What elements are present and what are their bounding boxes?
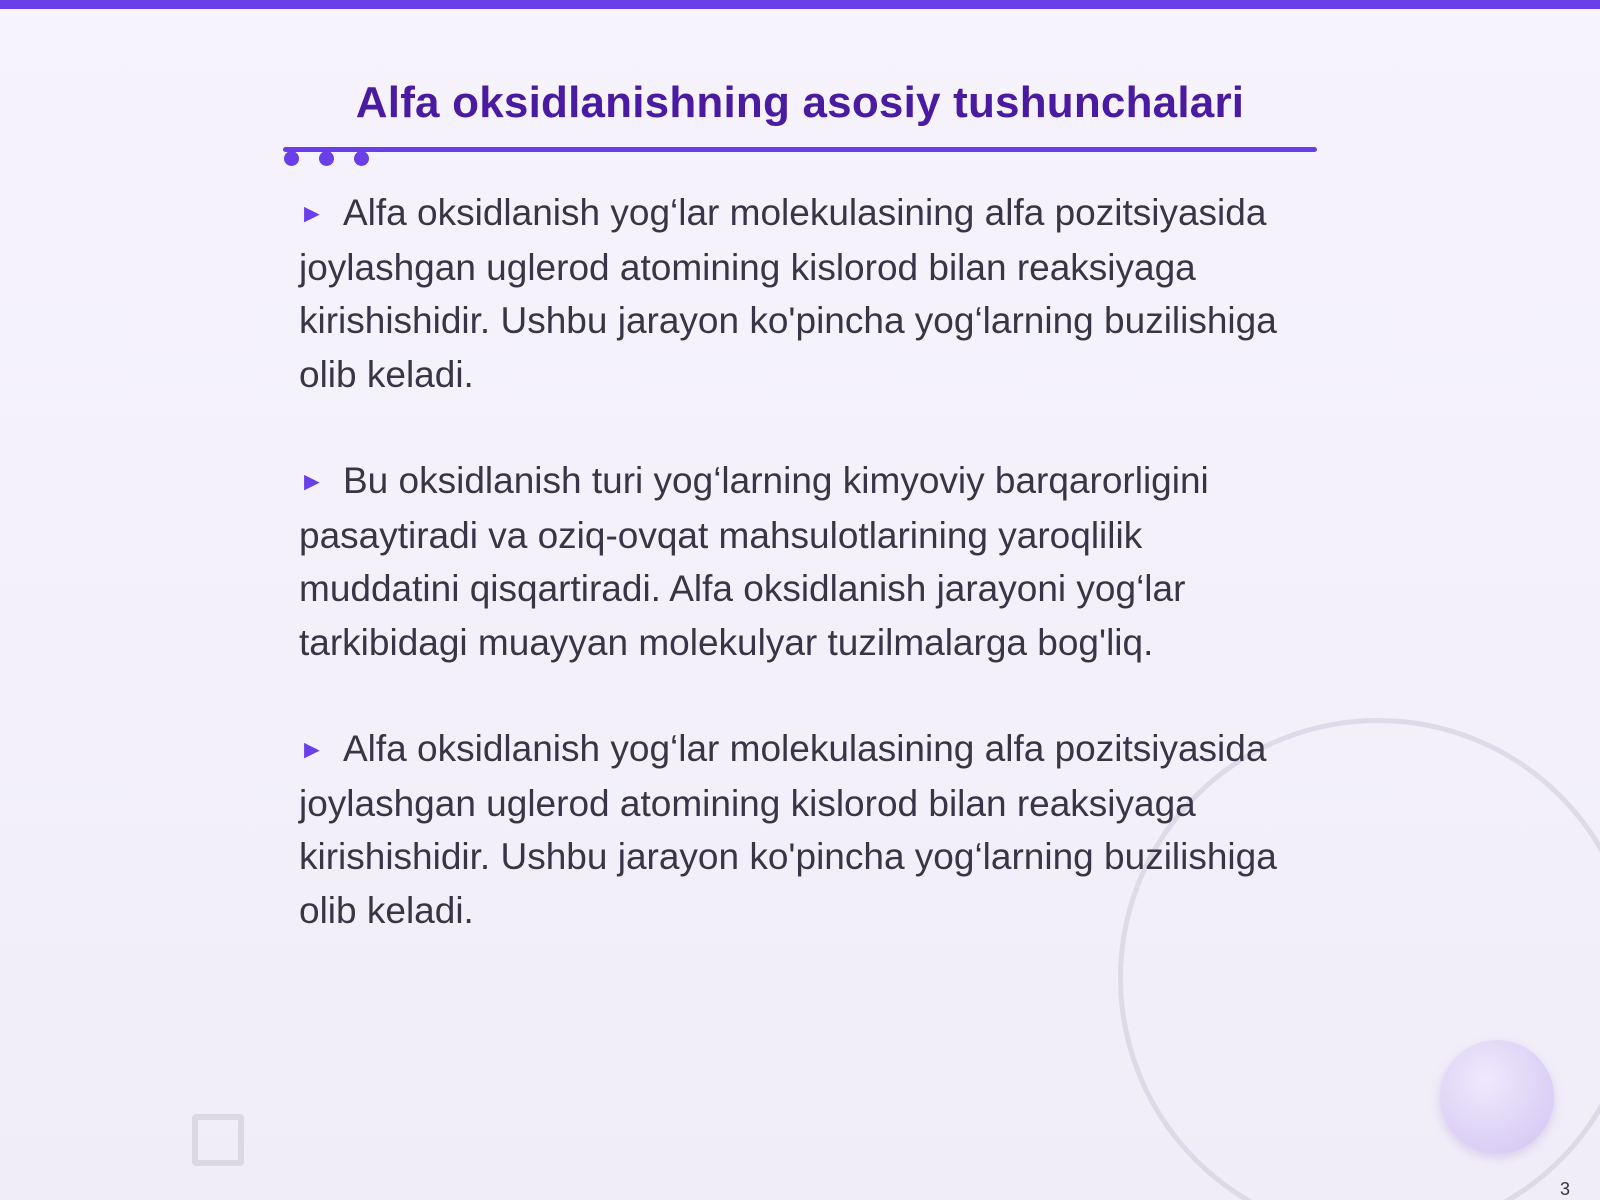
title-dot <box>354 151 369 166</box>
bullet-text: Bu oksidlanish turi yog‘larning kimyoviy barqarorligini pasaytiradi va oziq-ovqat mahsulotlarining yaroqlilik muddatini qisqartiradi. Alfa oksidlanish jarayoni yog‘lar tarkibidagi muayyan molekulyar tuzilmalarga bog'liq. <box>299 460 1209 663</box>
top-accent-bar <box>0 0 1600 9</box>
title-underline <box>283 147 1317 152</box>
bullet-arrow-icon: ► <box>299 466 325 496</box>
bullet-text: Alfa oksidlanish yog‘lar molekulasining alfa pozitsiyasida joylashgan uglerod atomining kislorod bilan reaksiyaga kirishishidir. Ushbu jarayon ko'pincha yog‘larning buzilishiga olib keladi. <box>299 192 1277 395</box>
bullet-item <box>299 722 1299 937</box>
bullet-list <box>299 186 1299 990</box>
bullet-item <box>299 186 1299 401</box>
bullet-text: Alfa oksidlanish yog‘lar molekulasining alfa pozitsiyasida joylashgan uglerod atomining kislorod bilan reaksiyaga kirishishidir. Ushbu jarayon ko'pincha yog‘larning buzilishiga olib keladi. <box>299 728 1277 931</box>
bullet-arrow-icon: ► <box>299 734 325 764</box>
title-dot <box>284 151 299 166</box>
decorative-circle-filled <box>1440 1040 1554 1154</box>
slide-title: Alfa oksidlanishning asosiy tushunchalari <box>355 78 1245 127</box>
bullet-item <box>299 454 1299 669</box>
title-dot <box>319 151 334 166</box>
decorative-square <box>192 1114 244 1166</box>
page-number: 3 <box>1559 1179 1570 1199</box>
bullet-arrow-icon: ► <box>299 198 325 228</box>
